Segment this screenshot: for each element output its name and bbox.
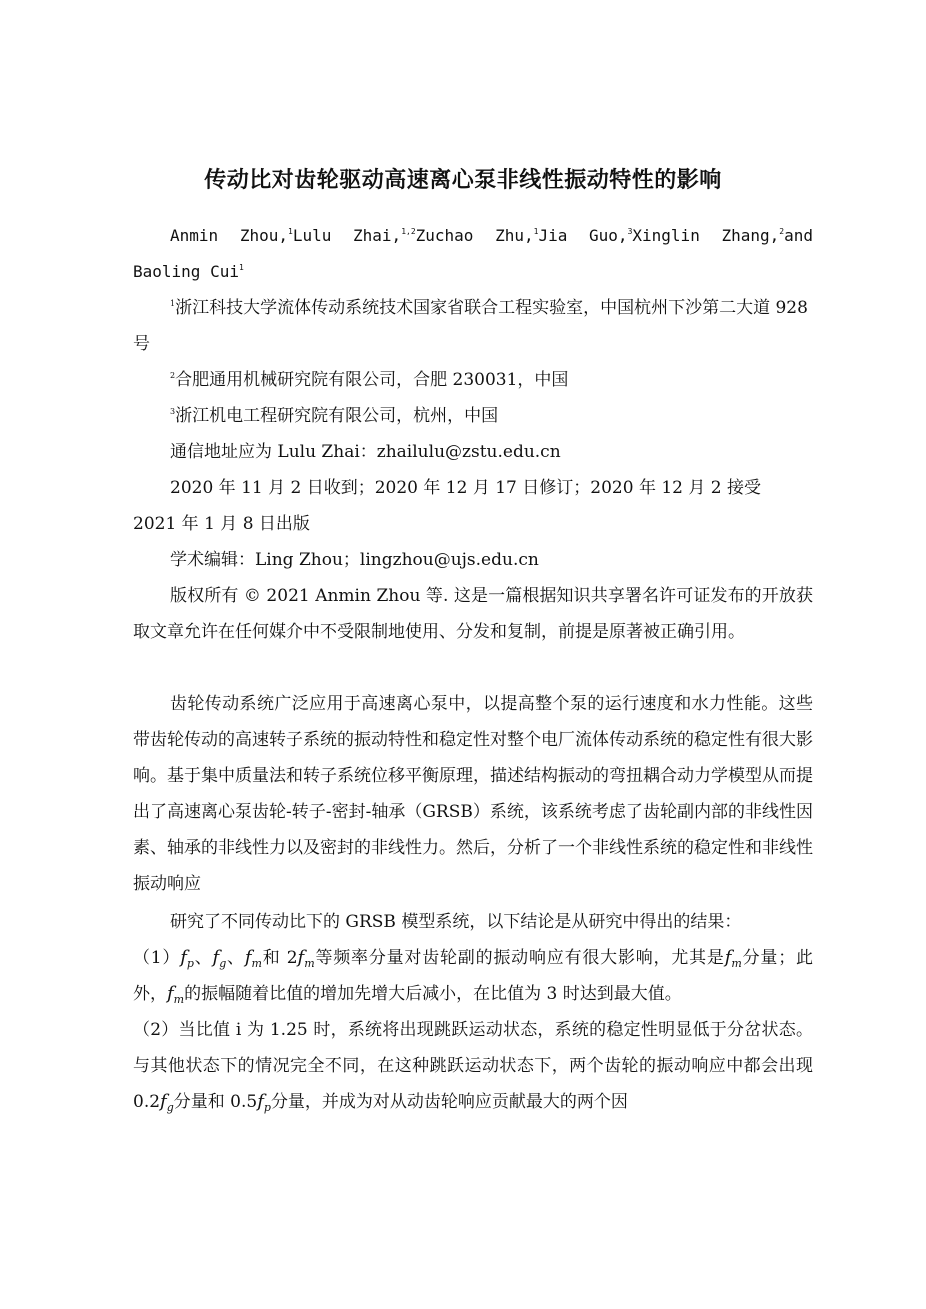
author: Zuchao Zhu,$^1$ xyxy=(415,226,539,245)
correspondence: 通信地址应为 Lulu Zhai：zhailulu@zstu.edu.cn xyxy=(170,442,561,462)
conclusion-intro: 研究了不同传动比下的 GRSB 模型系统，以下结论是从研究中得出的结果： xyxy=(170,912,742,932)
math-f-g: $f_g$ xyxy=(160,1091,174,1114)
math-f-m: $f_m$ xyxy=(167,983,185,1006)
conclusion-2: （2）当比值 i 为 1.25 时，系统将出现跳跃运动状态，系统的稳定性明显低于分岔状态。与其他状态下的情况完全不同，在这种跳跃运动状态下，两个齿轮的振动响应中都会出现 $0.2f_g$分量和 $0.5f_p$分量，并成为对从动齿轮响应贡献最大的两个因 xyxy=(133,1020,813,1114)
affiliation-3: $^3$浙江机电工程研究院有限公司，杭州，中国 xyxy=(170,406,499,426)
conclusion-1: $(1)f_p$、$f_g$、$f_m$和 $2f_m$等频率分量对齿轮副的振动响应有很大影响，尤其是$f_m$分量；此外，$f_m$的振幅随着比值的增加先增大后减小，在比值为 3 时达到最大值。 xyxy=(133,947,814,1006)
affiliation-1: $^1$浙江科技大学流体传动系统技术国家省联合工程实验室，中国杭州下沙第二大道 928 号 xyxy=(133,298,808,354)
author: Jia Guo,$^3$ xyxy=(538,226,633,245)
affiliation-2: $^2$合肥通用机械研究院有限公司，合肥 230031，中国 xyxy=(170,370,569,390)
paper-title: 传动比对齿轮驱动高速离心泵非线性振动特性的影响 xyxy=(204,168,722,193)
math-f-m: $f_m$ xyxy=(244,947,262,970)
math-f-p: $f_p$ xyxy=(180,947,194,970)
copyright-notice: 版权所有 © 2021 Anmin Zhou 等. 这是一篇根据知识共享署名许可证发布的开放获取文章允许在任何媒介中不受限制地使用、分发和复制，前提是原著被正确引用。 xyxy=(133,586,813,642)
author-list xyxy=(133,218,813,290)
math-2f-m: $f_m$ xyxy=(297,947,315,970)
abstract-paragraph: 齿轮传动系统广泛应用于高速离心泵中，以提高整个泵的运行速度和水力性能。这些带齿轮传动的高速转子系统的振动特性和稳定性对整个电厂流体传动系统的稳定性有很大影响。基于集中质量法和转子系统位移平衡原理，描述结构振动的弯扭耦合动力学模型从而提出了高速离心泵齿轮-转子-密封-轴承（GRSB）系统，该系统考虑了齿轮副内部的非线性因素、轴承的非线性力以及密封的非线性力。然后，分析了一个非线性系统的稳定性和非线性振动响应 xyxy=(133,694,813,894)
math-f-m: $f_m$ xyxy=(724,947,742,970)
author: Anmin Zhou,$^1$ xyxy=(170,226,293,245)
academic-editor: 学术编辑：Ling Zhou；lingzhou@ujs.edu.cn xyxy=(170,550,539,570)
author: and Baoling Cui$^1$ xyxy=(133,226,814,281)
dates: 2020 年 11 月 2 日收到；2020 年 12 月 17 日修订；2020 年 12 月 2 接受 2021 年 1 月 8 日出版 xyxy=(133,478,779,534)
author: Xinglin Zhang,$^2$ xyxy=(632,226,785,245)
author: Lulu Zhai,$^{1,2}$ xyxy=(292,226,416,245)
math-f-g: $f_g$ xyxy=(212,947,227,970)
math-f-p: $f_p$ xyxy=(257,1091,271,1114)
